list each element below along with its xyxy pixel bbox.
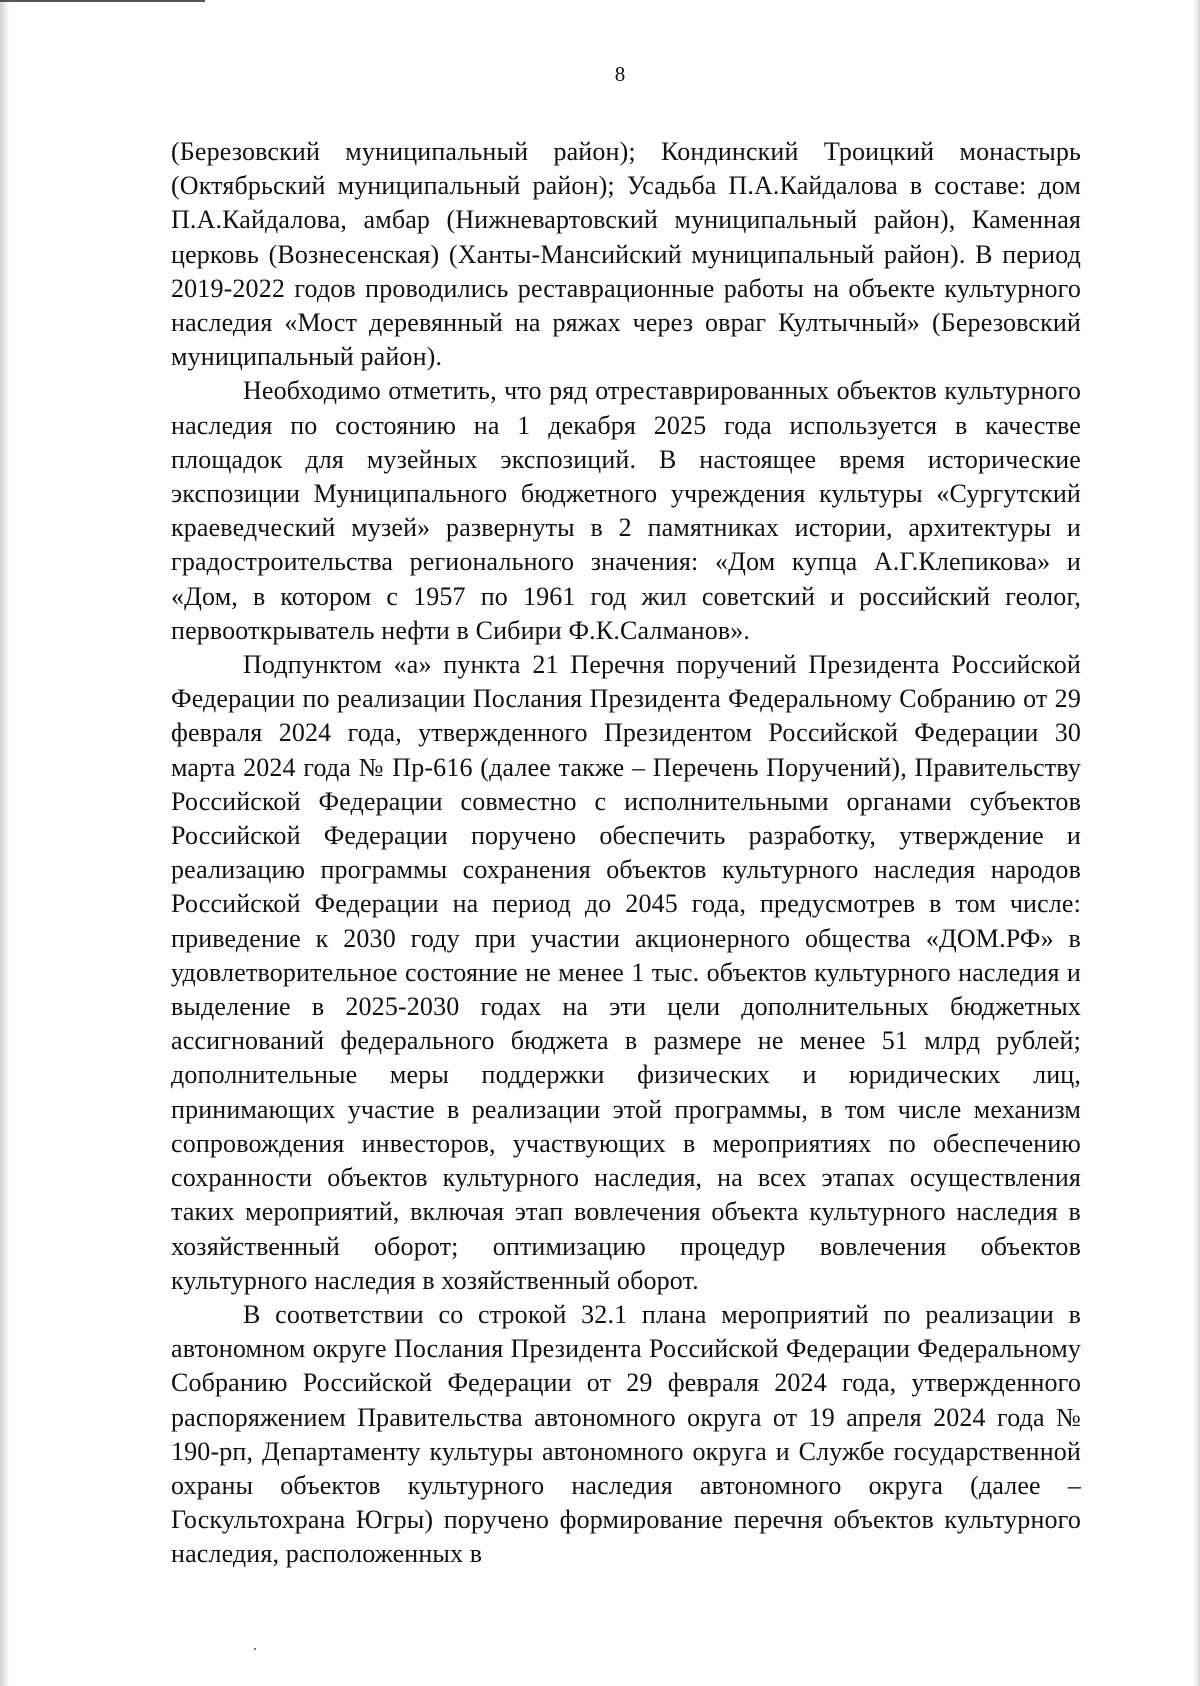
paragraph-continuation: (Березовский муниципальный район); Кондинский Троицкий монастырь (Октябрьский муниципальный район); Усадьба П.А.Кайдалова в составе: дом П.А.Кайдалова, амбар (Нижневартовский муниципальный район), Каменная церковь (Вознесенская) (Ханты-Мансийский муниципальный район). В период 2019-2022 годов проводились реставрационные работы на объекте культурного наследия «Мост деревянный на ряжах через овраг Култычный» (Березовский муниципальный район). xyxy=(171,137,1081,372)
paragraph-action-plan: В соответствии со строкой 32.1 плана мероприятий по реализации в автономном округе Послания Президента Российской Федерации Федеральному Собранию Российской Федерации от 29 февраля 2024 года, утвержденного распоряжением Правительства автономного округа от 19 апреля 2024 года № 190-рп, Департаменту культуры автономного округа и Службе государственной охраны объектов культурного наследия автономного округа (далее – Госкультохрана Югры) поручено формирование перечня объектов культурного наследия, расположенных в xyxy=(171,1299,1081,1569)
scan-dot xyxy=(254,1648,256,1650)
scan-edge-right xyxy=(1192,0,1200,1686)
paragraph-president-instructions: Подпунктом «а» пункта 21 Перечня поручений Президента Российской Федерации по реализации Послания Президента Федеральному Собранию от 29 февраля 2024 года, утвержденного Президентом Российской Федерации 30 марта 2024 года № Пр-616 (далее также – Перечень Поручений), Правительству Российской Федерации совместно с исполнительными органами субъектов Российской Федерации поручено обеспечить разработку, утверждение и реализацию программы сохранения объектов культурного наследия народов Российской Федерации на период до 2045 года, предусмотрев в том числе: приведение к 2030 году при участии акционерного общества «ДОМ.РФ» в удовлетворительное состояние не менее 1 тыс. объектов культурного наследия и выделение в 2025-2030 годах на эти цели дополнительных бюджетных ассигнований федерального бюджета в размере не менее 51 млрд рублей; дополнительные меры поддержки физических и юридических лиц, принимающих участие в реализации этой программы, в том числе механизм сопровождения инвесторов, участвующих в мероприятиях по обеспечению сохранности объектов культурного наследия, на всех этапах осуществления таких мероприятий, включая этап вовлечения объекта культурного наследия в хозяйственный оборот; оптимизацию процедур вовлечения объектов культурного наследия в хозяйственный оборот. xyxy=(171,650,1081,1295)
page-number: 8 xyxy=(614,62,626,86)
document-body xyxy=(171,135,1081,1572)
scan-line-top xyxy=(0,0,205,2)
paragraph-museums: Необходимо отметить, что ряд отреставрированных объектов культурного наследия по состоянию на 1 декабря 2025 года используется в качестве площадок для музейных экспозиций. В настоящее время исторические экспозиции Муниципального бюджетного учреждения культуры «Сургутский краеведческий музей» развернуты в 2 памятниках истории, архитектуры и градостроительства регионального значения: «Дом купца А.Г.Клепикова» и «Дом, в котором с 1957 по 1961 год жил советский и российский геолог, первооткрыватель нефти в Сибири Ф.К.Салманов». xyxy=(171,376,1081,645)
scan-edge-left xyxy=(0,0,10,1686)
